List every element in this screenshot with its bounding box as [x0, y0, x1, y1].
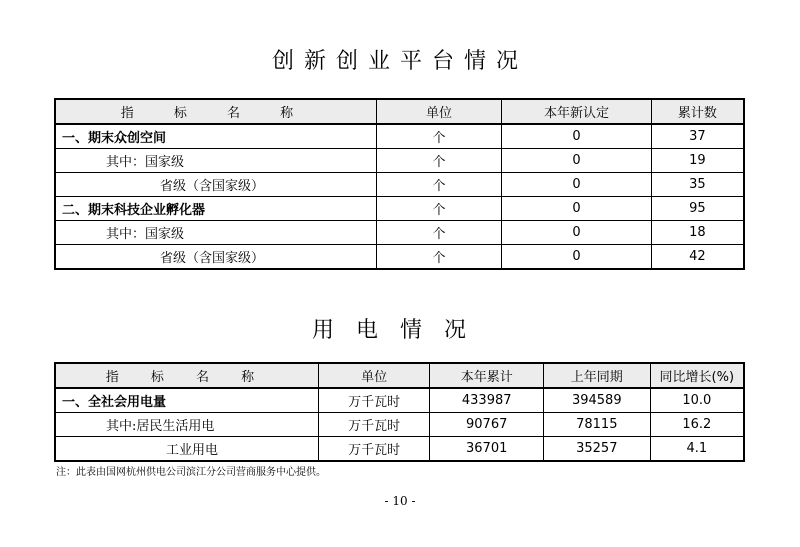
value-cell: 0 — [502, 221, 652, 245]
page-number: - 10 - — [384, 494, 416, 508]
unit-cell: 个 — [376, 173, 501, 197]
section-title-innovation: 创新创业平台情况 — [271, 49, 528, 74]
col-header-yoy-growth: 同比增长(%) — [650, 363, 744, 388]
col-header-unit: 单位 — [376, 99, 501, 124]
value-cell: 0 — [502, 124, 652, 149]
value-cell: 18 — [651, 221, 744, 245]
col-header-indicator: 指 标 名 称 — [55, 363, 318, 388]
value-cell: 35 — [651, 173, 744, 197]
row-label: 其中：国家级 — [55, 221, 376, 245]
value-cell: 0 — [502, 245, 652, 270]
unit-cell: 个 — [376, 149, 501, 173]
value-cell: 37 — [651, 124, 744, 149]
value-cell: 433987 — [430, 388, 544, 413]
col-header-cumulative: 累计数 — [651, 99, 744, 124]
row-label: 其中:居民生活用电 — [55, 413, 318, 437]
unit-cell: 个 — [376, 221, 501, 245]
row-label: 省级（含国家级） — [55, 173, 376, 197]
value-cell: 42 — [651, 245, 744, 270]
section-title-electricity: 用电情况 — [311, 318, 488, 343]
col-header-unit: 单位 — [318, 363, 430, 388]
footnote: 注：此表由国网杭州供电公司滨江分公司营商服务中心提供。 — [56, 467, 326, 478]
table-row — [55, 124, 744, 149]
row-label: 一、全社会用电量 — [55, 388, 318, 413]
row-label: 工业用电 — [55, 437, 318, 462]
col-header-new-this-year: 本年新认定 — [502, 99, 652, 124]
table-header-row — [55, 99, 744, 124]
unit-cell: 个 — [376, 197, 501, 221]
table-row — [55, 173, 744, 197]
col-header-same-period-last-year: 上年同期 — [543, 363, 650, 388]
table-row — [55, 437, 744, 462]
value-cell: 78115 — [543, 413, 650, 437]
row-label: 省级（含国家级） — [55, 245, 376, 270]
col-header-ytd: 本年累计 — [430, 363, 544, 388]
value-cell: 95 — [651, 197, 744, 221]
table-row — [55, 197, 744, 221]
table-row — [55, 245, 744, 270]
unit-cell: 万千瓦时 — [318, 413, 430, 437]
value-cell: 35257 — [543, 437, 650, 462]
value-cell: 19 — [651, 149, 744, 173]
value-cell: 394589 — [543, 388, 650, 413]
table-row — [55, 388, 744, 413]
innovation-platform-table — [54, 98, 745, 270]
row-label: 二、期末科技企业孵化器 — [55, 197, 376, 221]
unit-cell: 万千瓦时 — [318, 437, 430, 462]
value-cell: 0 — [502, 173, 652, 197]
value-cell: 0 — [502, 197, 652, 221]
unit-cell: 万千瓦时 — [318, 388, 430, 413]
value-cell: 36701 — [430, 437, 544, 462]
value-cell: 4.1 — [650, 437, 744, 462]
electricity-usage-table — [54, 362, 745, 462]
value-cell: 0 — [502, 149, 652, 173]
table-row — [55, 413, 744, 437]
table-header-row — [55, 363, 744, 388]
col-header-indicator: 指 标 名 称 — [55, 99, 376, 124]
unit-cell: 个 — [376, 245, 501, 270]
table-row — [55, 221, 744, 245]
unit-cell: 个 — [376, 124, 501, 149]
table-row — [55, 149, 744, 173]
row-label: 一、期末众创空间 — [55, 124, 376, 149]
value-cell: 90767 — [430, 413, 544, 437]
value-cell: 16.2 — [650, 413, 744, 437]
row-label: 其中：国家级 — [55, 149, 376, 173]
value-cell: 10.0 — [650, 388, 744, 413]
